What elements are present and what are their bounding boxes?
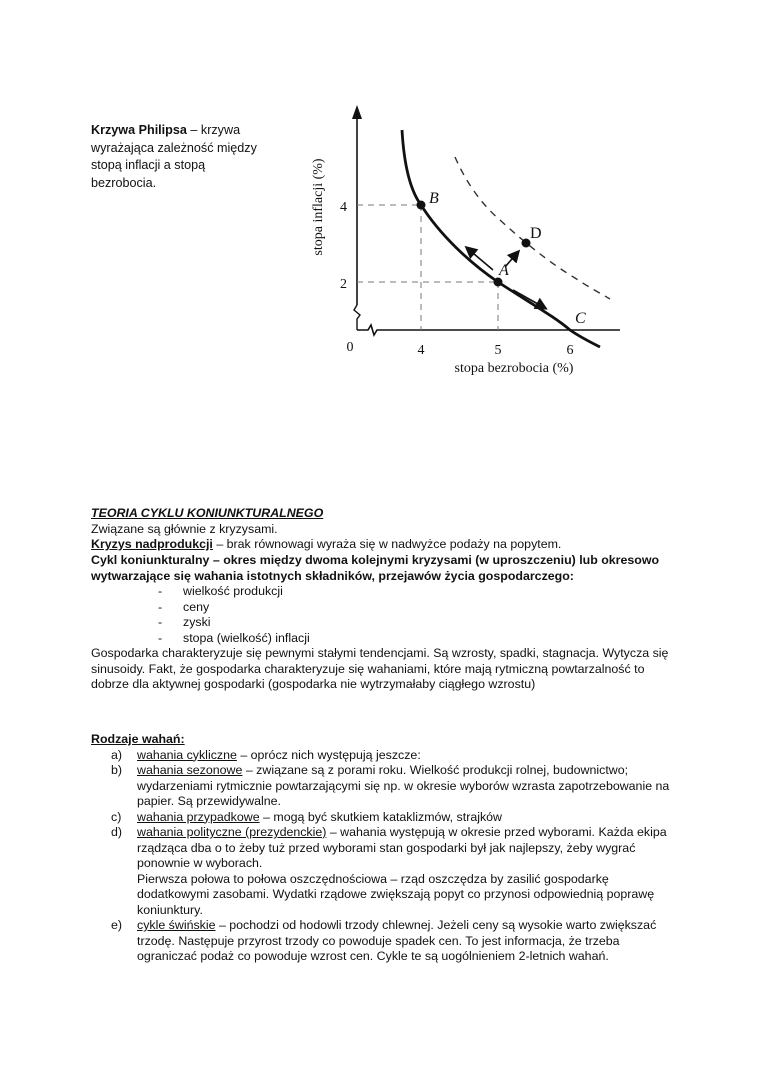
x-tick-6: 6 (566, 343, 574, 358)
list-item: a) wahania cykliczne – oprócz nich występują jeszcze: (111, 747, 421, 762)
list-item: - stopa (wielkość) inflacji (158, 630, 310, 645)
list-item: c) wahania przypadkowe – mogą być skutkiem kataklizmów, strajków (111, 809, 502, 824)
y-tick-2: 2 (340, 277, 347, 292)
list-item: - ceny (158, 599, 210, 614)
list-item: - zyski (158, 615, 211, 629)
y-tick-4: 4 (340, 200, 347, 215)
chart-points (417, 201, 531, 287)
point-B (417, 201, 426, 210)
svg-text:A: A (499, 262, 509, 279)
kryzys-definition: Kryzys nadprodukcji – brak równowagi wyraża się w nadwyżce podaży na popytem. (91, 537, 562, 551)
cycle-components-list (91, 584, 681, 646)
svg-text:B: B (429, 190, 439, 207)
fluctuation-types-title: Rodzaje wahań: (91, 732, 185, 746)
cycle-definition-block (91, 553, 681, 693)
definition-term: Krzywa Philipsa (91, 123, 187, 137)
svg-text:C: C (575, 310, 586, 327)
section-line1: Związane są głównie z kryzysami. (91, 521, 278, 536)
y-axis (352, 105, 362, 330)
y-axis-label: stopa inflacji (%) (311, 158, 326, 256)
x-tick-4: 4 (417, 343, 425, 358)
x-tick-0: 0 (346, 340, 354, 355)
list-item: b) wahania sezonowe – związane są z porami roku. Wielkość produkcji rolnej, budownictwo; wydarzeniami rytmicznie powtarzającymi się np. w okresie wyborów wzrasta zapotrzebowanie na papier. Są przewidywalne. (111, 763, 670, 808)
fluctuation-types-section (91, 732, 681, 965)
cycle-definition-text: Cykl koniunkturalny – okres między dwoma kolejnymi kryzysami (w uproszczeniu) lub okresowo wytwarzające się wahania istotnych składników, przejawów życia gospodarczego: (91, 553, 660, 583)
list-item: - wielkość produkcji (158, 584, 283, 598)
list-item: e) cykle świńskie – pochodzi od hodowli trzody chlewnej. Jeżeli ceny są wysokie warto zwiększać trzodę. Następuje przyrost trzody co powoduje spadek cen. To jest informacja, że trzeba ograniczać podaż co powoduje wzrost cen. Cykle te są uogólnieniem 2-letnich wahań. (111, 918, 657, 963)
phillips-curve-chart (300, 95, 620, 385)
section-title: TEORIA CYKLU KONIUNKTURALNEGO (91, 506, 324, 520)
point-labels (429, 190, 586, 327)
kryzys-term: Kryzys nadprodukcji (91, 537, 213, 551)
svg-text:D: D (530, 225, 542, 242)
economy-paragraph: Gospodarka charakteryzuje się pewnymi stałymi tendencjami. Są wzrosty, spadki, stagnacja. Wytycza się sinusoidy. Fakt, że gospodarka charakteryzuje się wahaniami, które mają rytmiczną powtarzalność to dobrze dla aktywnej gospodarki (gospodarka nie wytrzymałaby ciągłego wzrostu) (91, 646, 669, 691)
list-item: d) wahania polityczne (prezydenckie) – wahania występują w okresie przed wyborami. Każda ekipa rządząca dba o to żeby tuż przed wyborami stan gospodarki był jak najlepszy, żeby wygrać ponownie w wyborach. Pierwsza połowa to połowa oszczędnościowa – rząd oszczędza by zasilić gospodarkę dodatkowymi zasobami. Wydatki rządowe zwiększają popyt co przynosi odpowiednią poprawę koniunktury. (111, 825, 667, 917)
fluctuation-types-list (91, 748, 681, 965)
x-axis-label: stopa bezrobocia (%) (454, 361, 574, 376)
phillips-curve (402, 130, 600, 347)
phillips-definition (91, 122, 271, 192)
x-tick-5: 5 (494, 343, 502, 358)
definition-text: – krzywa wyrażająca zależność między stopą inflacji a stopą bezrobocia. (91, 123, 257, 190)
